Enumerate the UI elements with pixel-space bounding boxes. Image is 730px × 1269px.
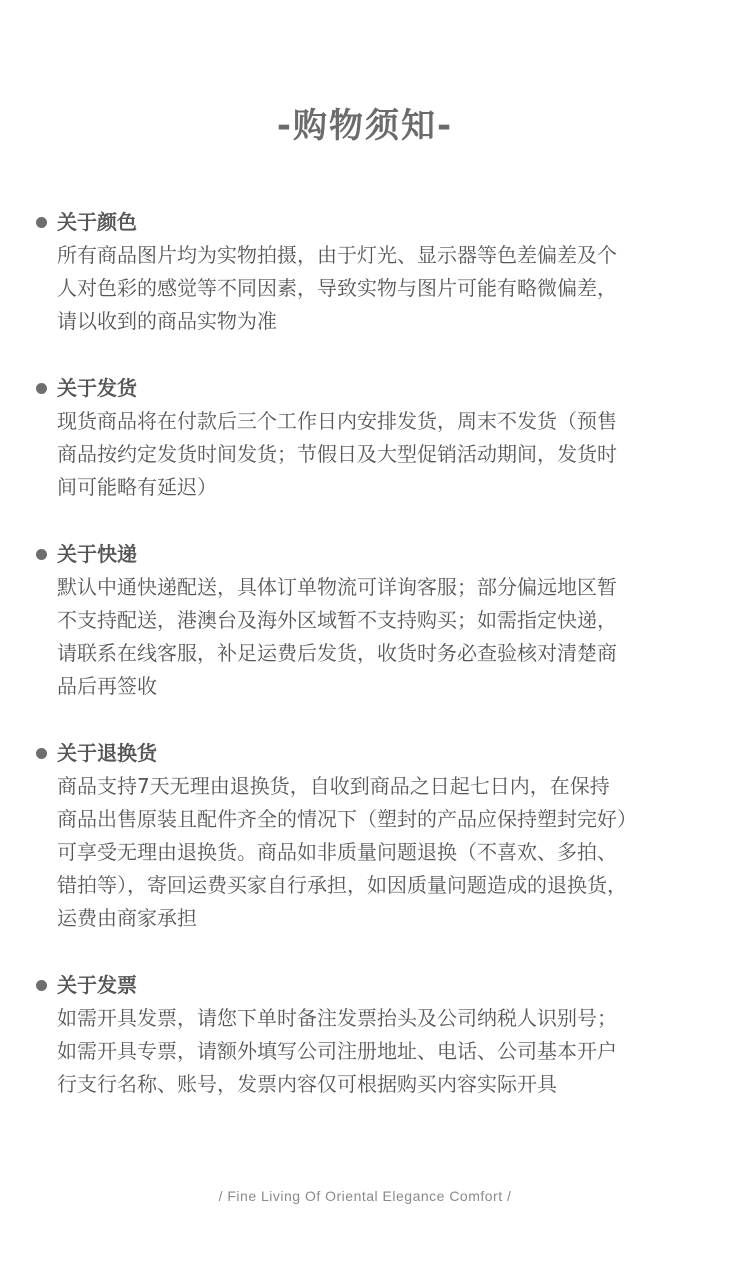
section-returns	[36, 736, 696, 935]
section-header	[36, 205, 696, 239]
section-heading: 关于颜色	[57, 210, 137, 234]
notice-sections	[36, 205, 696, 1134]
section-heading: 关于发票	[57, 973, 137, 997]
section-heading: 关于快递	[57, 542, 137, 566]
section-courier	[36, 537, 696, 703]
section-header	[36, 371, 696, 405]
section-color	[36, 205, 696, 338]
section-body: 商品支持7天无理由退换货，自收到商品之日起七日内，在保持 商品出售原装且配件齐全的情况下（塑封的产品应保持塑封完好） 可享受无理由退换货。商品如非质量问题退换（不喜欢、多拍、 错拍等），寄回运费买家自行承担，如因质量问题造成的退换货， 运费由商家承担	[57, 774, 637, 930]
bullet-icon	[36, 748, 47, 759]
bullet-icon	[36, 383, 47, 394]
section-header	[36, 537, 696, 571]
page-title: -购物须知-	[276, 106, 454, 146]
section-body: 如需开具发票，请您下单时备注发票抬头及公司纳税人识别号； 如需开具专票，请额外填写公司注册地址、电话、公司基本开户 行支行名称、账号，发票内容仅可根据购买内容实际开具	[57, 1006, 617, 1096]
section-body: 现货商品将在付款后三个工作日内安排发货，周末不发货（预售 商品按约定发货时间发货；节假日及大型促销活动期间，发货时 间可能略有延迟）	[57, 409, 617, 499]
section-heading: 关于退换货	[57, 741, 157, 765]
section-shipping	[36, 371, 696, 504]
section-invoice	[36, 968, 696, 1101]
section-header	[36, 736, 696, 770]
bullet-icon	[36, 980, 47, 991]
bullet-icon	[36, 217, 47, 228]
section-body: 所有商品图片均为实物拍摄，由于灯光、显示器等色差偏差及个 人对色彩的感觉等不同因素，导致实物与图片可能有略微偏差， 请以收到的商品实物为准	[57, 243, 617, 333]
section-body: 默认中通快递配送，具体订单物流可详询客服；部分偏远地区暂 不支持配送，港澳台及海外区域暂不支持购买；如需指定快递， 请联系在线客服，补足运费后发货，收货时务必查验核对清楚商 品后再签收	[57, 575, 617, 698]
bullet-icon	[36, 549, 47, 560]
section-header	[36, 968, 696, 1002]
section-heading: 关于发货	[57, 376, 137, 400]
footer-slogan: / Fine Living Of Oriental Elegance Comfort /	[218, 1188, 512, 1204]
